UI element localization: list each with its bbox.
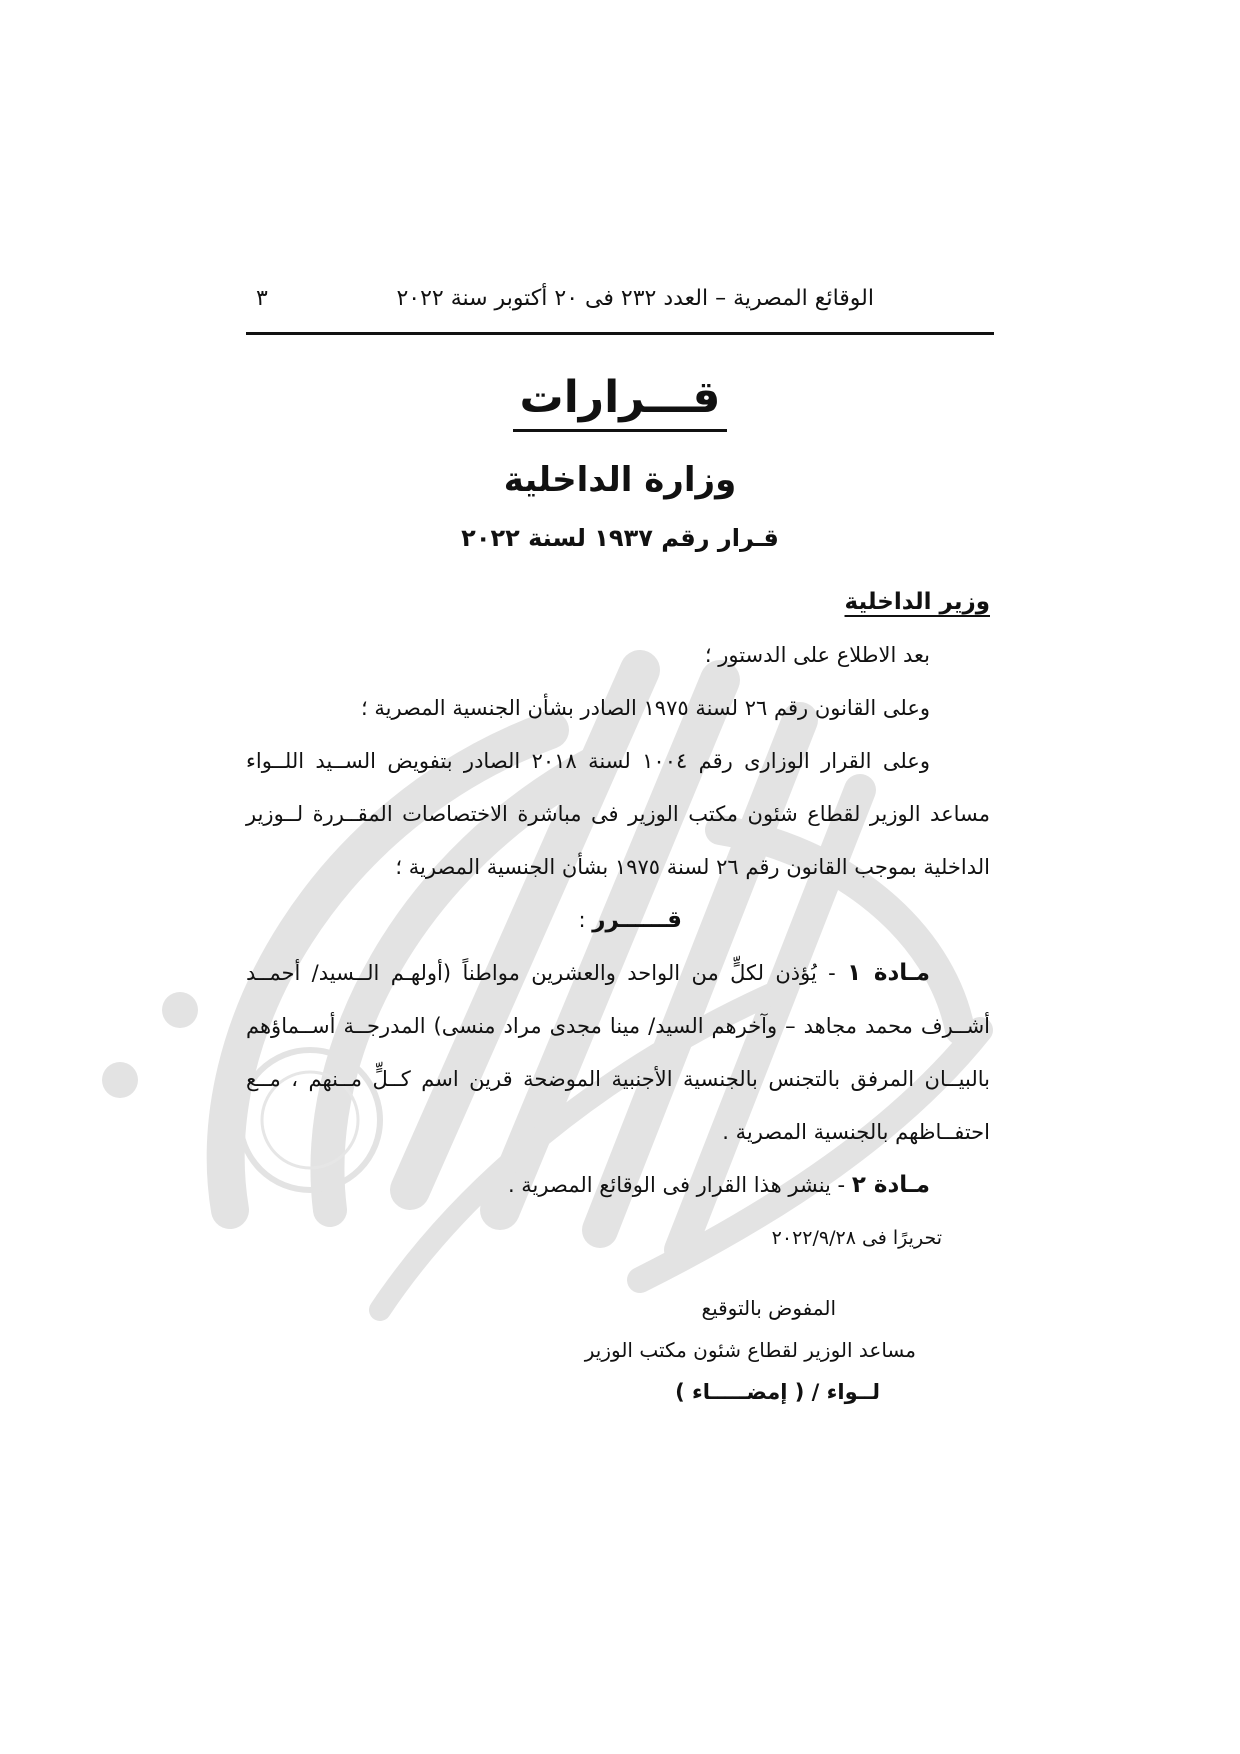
decides-line	[246, 894, 990, 947]
decides-colon: :	[578, 908, 593, 932]
article-1-label: مـادة ١	[847, 960, 930, 986]
header-divider	[246, 332, 994, 335]
signature-rank: لــواء / ( إمضـــــاء )	[675, 1380, 880, 1404]
page-number: ٣	[256, 286, 268, 311]
signature-title: مساعد الوزير لقطاع شئون مكتب الوزير	[584, 1338, 916, 1362]
article-2	[246, 1159, 990, 1212]
article-2-text: - ينشر هذا القرار فى الوقائع المصرية .	[507, 1173, 852, 1197]
signature-authorized: المفوض بالتوقيع	[701, 1296, 836, 1320]
article-1	[246, 947, 990, 1159]
preamble-paragraph: بعد الاطلاع على الدستور ؛	[704, 643, 930, 667]
section-title-text: قـــرارات	[513, 372, 726, 432]
section-title	[0, 372, 1240, 432]
ministry-heading: وزارة الداخلية	[503, 460, 737, 500]
running-head-text: الوقائع المصرية – العدد ٢٣٢ فى ٢٠ أكتوبر سنة ٢٠٢٢	[396, 286, 874, 311]
minister-heading: وزير الداخلية	[844, 589, 990, 615]
preamble-paragraph: وعلى القانون رقم ٢٦ لسنة ١٩٧٥ الصادر بشأن الجنسية المصرية ؛	[361, 696, 930, 720]
preamble-paragraph: وعلى القرار الوزارى رقم ١٠٠٤ لسنة ٢٠١٨ الصادر بتفويض الســيد اللــواء مساعد الوزير لقطاع شئون مكتب الوزير فى مباشرة الاختصاصات المقــررة لــوزير الداخلية بموجب القانون رقم ٢٦ لسنة ١٩٧٥ بشأن الجنسية المصرية ؛	[246, 749, 990, 879]
decides-label: قــــــرر	[592, 907, 682, 933]
issue-date: تحريرًا فى ٢٠٢٢/٩/٢٨	[771, 1227, 942, 1249]
decision-title: قـرار رقم ١٩٣٧ لسنة ٢٠٢٢	[461, 524, 779, 552]
article-1-text: - يُؤذن لكلٍّ من الواحد والعشرين مواطناً (أولهـم الــسيد/ أحمــد أشــرف محمد مجاهد – وآخرهم السيد/ مينا مجدى مراد منسى) المدرجــة أســماؤهم بالبيــان المرفق بالتجنس بالجنسية الأجنبية الموضحة قرين اسم كــلٍّ مــنهم ، مــع احتفــاظهم بالجنسية المصرية .	[246, 961, 990, 1144]
running-head	[246, 286, 994, 326]
decision-body	[246, 576, 990, 1265]
article-2-label: مـادة ٢	[851, 1172, 930, 1198]
signature-block	[556, 1296, 916, 1426]
